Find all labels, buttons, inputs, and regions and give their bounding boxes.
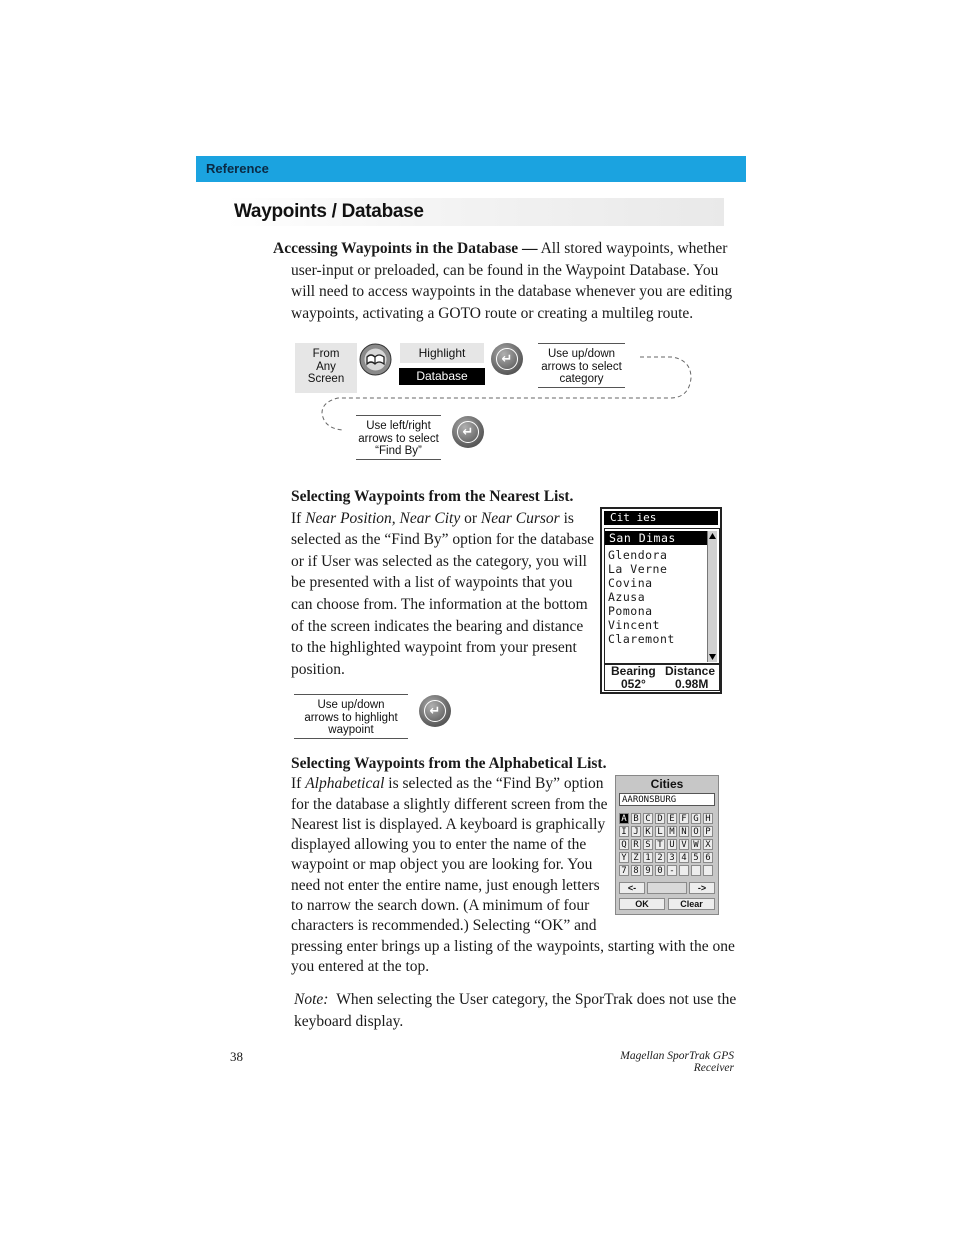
text-run: is selected as the “Find By” option [384,775,604,793]
gps-keyboard-screen [615,775,719,915]
keyboard-key[interactable]: M [667,826,677,837]
intro-line: waypoints, activating a GOTO route or creating a multileg route. [291,304,694,322]
scroll-up-arrow-icon [709,533,716,539]
nearest-line-1 [291,508,591,530]
note-line: keyboard display. [294,1012,404,1030]
gps-nearest-screen [600,507,722,694]
intro-paragraph [273,238,743,324]
nearest-line: to the highlighted waypoint from your present [291,639,577,657]
text-run: If [291,509,306,527]
keyboard-key[interactable]: H [703,813,713,824]
flow-text: From [312,348,340,360]
waypoint-item[interactable]: Covina [608,576,653,590]
nearest-line: of the screen indicates the bearing and distance [291,617,584,635]
waypoint-list [604,528,720,665]
keyboard-key[interactable]: Y [619,852,629,863]
alpha-line: pressing enter brings up a listing of the waypoints, starting with the one [291,937,735,955]
note-paragraph [294,989,737,1032]
database-menu-item: Database [399,368,485,385]
keyboard-key[interactable]: U [667,839,677,850]
page-number: 38 [230,1049,243,1064]
keyboard-key[interactable]: 5 [691,852,701,863]
keyboard-key[interactable]: 6 [703,852,713,863]
alpha-line: for the database a slightly different screen from the [291,795,608,813]
text-run-italic: Alphabetical [305,775,385,793]
keyboard-key[interactable]: V [679,839,689,850]
keyboard-key[interactable]: W [691,839,701,850]
alpha-line: displayed allowing you to enter the name of the [291,836,587,854]
text-run: is [559,509,574,527]
flow-step-highlight-waypoint [294,694,408,739]
book-title: Magellan SporTrak GPS Receiver [620,1050,734,1074]
keyboard-space-bar[interactable] [647,882,687,894]
alpha-heading: Selecting Waypoints from the Alphabetical List. [291,755,607,772]
keyboard-key[interactable]: F [679,813,689,824]
keyboard-key[interactable]: G [691,813,701,824]
keyboard-key[interactable]: L [655,826,665,837]
keyboard-key[interactable]: N [679,826,689,837]
alpha-line: you entered at the top. [291,957,430,975]
keyboard-key[interactable]: Q [619,839,629,850]
nearest-line: or if User was selected as the category, you will [291,552,587,570]
keyboard-key[interactable]: T [655,839,665,850]
keyboard-left-arrow-button[interactable]: <- [619,882,645,894]
text-run: or [460,509,481,527]
nearest-heading: Selecting Waypoints from the Nearest List. [291,488,574,505]
distance-value: 0.98M [675,677,709,691]
flow-step-find-by [356,415,441,460]
section-header-bar [196,156,746,182]
keyboard-key[interactable]: K [643,826,653,837]
flow-text: Any [316,360,336,373]
scroll-down-arrow-icon [709,654,716,660]
keyboard-title: Cities [650,777,684,791]
alpha-line: Nearest list is displayed. A keyboard is graphically [291,815,606,833]
keyboard-key[interactable]: A [619,813,629,824]
intro-lead: Accessing Waypoints in the Database — [273,240,538,257]
nearest-section [291,486,595,680]
gps-screen-title: Cit ies [604,511,718,525]
keyboard-clear-button[interactable]: Clear [668,898,715,910]
keyboard-key[interactable]: 0 [655,865,665,876]
keyboard-key[interactable] [703,865,713,876]
keyboard-key[interactable]: 1 [643,852,653,863]
note-label: Note: [294,991,329,1008]
keyboard-ok-button[interactable]: OK [619,898,665,910]
nearest-line: selected as the “Find By” option for the database [291,531,595,549]
waypoint-item[interactable]: La Verne [608,562,668,576]
alpha-line: to narrow the search down. (A minimum of four [291,897,590,915]
nearest-line: can choose from. The information at the bottom [291,595,588,613]
keyboard-key[interactable]: - [667,865,677,876]
distance-label: Distance [665,664,716,678]
note-line: When selecting the User category, the SporTrak does not use the [336,991,737,1008]
alpha-line: need not enter the entire name, just enough letters [291,876,600,894]
keyboard-key[interactable] [691,865,701,876]
keyboard-key[interactable]: P [703,826,713,837]
page-title-box [226,198,724,226]
page-title: Waypoints / Database [234,201,424,222]
intro-line: user-input or preloaded, can be found in the Waypoint Database. You [291,261,719,279]
flow-text: Use up/down [547,348,616,360]
nearest-line: be presented with a list of waypoints that you [291,574,573,592]
enter-button-icon: ↵ [452,416,484,448]
text-run: If [291,775,306,793]
keyboard-key[interactable]: O [691,826,701,837]
waypoint-item[interactable]: Vincent [608,618,660,632]
waypoint-item[interactable]: Azusa [608,590,646,604]
keyboard-key[interactable]: 9 [643,865,653,876]
waypoint-item[interactable]: Claremont [608,632,675,646]
flow-text: Use up/down [317,699,385,711]
scrollbar[interactable] [707,531,717,662]
waypoint-item[interactable]: Pomona [608,604,653,618]
flow-text: arrows to select [358,432,439,445]
keyboard-key[interactable]: X [703,839,713,850]
keyboard-key[interactable]: E [667,813,677,824]
keyboard-key[interactable]: Z [631,852,641,863]
alpha-line: waypoint or map object you are looking for. You [291,856,593,874]
keyboard-right-arrow-button[interactable]: -> [689,882,715,894]
waypoint-item-selected[interactable]: San Dimas [605,531,707,545]
flow-step-highlight: Highlight [400,343,484,363]
enter-button-icon: ↵ [491,343,523,375]
flow-text: Use left/right [366,420,431,432]
keyboard-key[interactable]: S [643,839,653,850]
flow-text: arrows to select [541,360,622,373]
bearing-value: 052° [621,677,646,691]
keyboard-key[interactable]: C [643,813,653,824]
flow-text: “Find By” [375,445,422,457]
keyboard-key[interactable]: 7 [619,865,629,876]
keyboard-key[interactable]: D [655,813,665,824]
alpha-line: characters is recommended.) Selecting “OK” and [291,917,597,935]
intro-line: All stored waypoints, whether [540,240,728,257]
keyboard-key[interactable]: 8 [631,865,641,876]
keyboard-key[interactable]: R [631,839,641,850]
keyboard-key[interactable]: 2 [655,852,665,863]
intro-line: will need to access waypoints in the database whenever you are editing [291,283,733,301]
waypoint-item[interactable]: Glendora [608,548,668,562]
flow-text: Screen [307,373,345,385]
keyboard-key[interactable]: J [631,826,641,837]
keyboard-key[interactable]: 3 [667,852,677,863]
keyboard-key[interactable]: 4 [679,852,689,863]
flow-text: category [559,373,604,385]
text-run-italic: Near Cursor [480,509,560,527]
keyboard-input-field[interactable]: AARONSBURG [619,793,715,806]
text-run-italic: Near Position, Near City [305,509,461,527]
keyboard-key[interactable]: I [619,826,629,837]
nearest-line: position. [291,660,345,678]
bearing-distance-panel [604,663,720,691]
flow-text: arrows to highlight [304,711,398,724]
flow-text: waypoint [328,724,374,736]
keyboard-key[interactable] [679,865,689,876]
section-label: Reference [206,161,269,176]
keyboard-key[interactable]: B [631,813,641,824]
enter-button-icon: ↵ [419,695,451,727]
bearing-label: Bearing [611,664,656,678]
